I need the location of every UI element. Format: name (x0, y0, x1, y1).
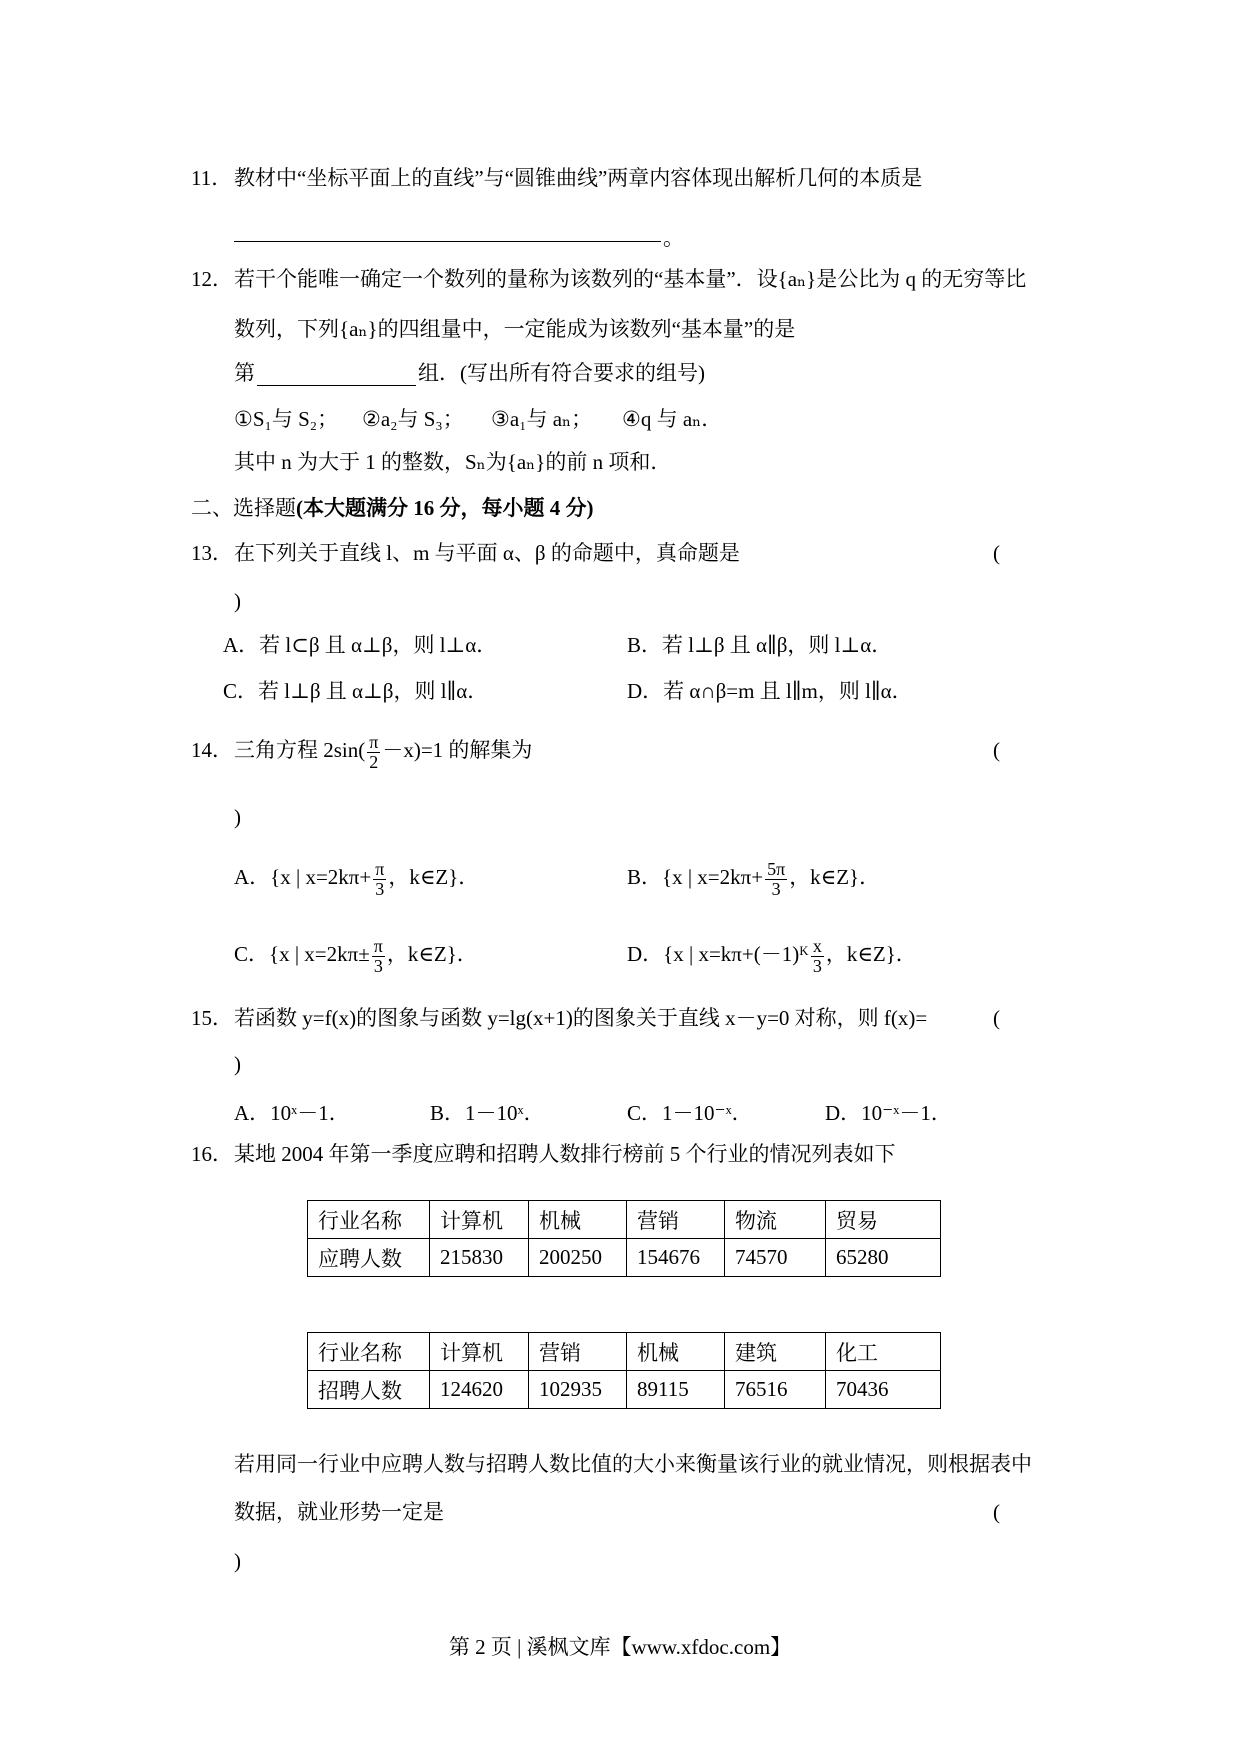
q14-option-a-post: ，k∈Z}． (388, 865, 480, 889)
q16-followup-line1: 若用同一行业中应聘人数与招聘人数比值的大小来衡量该行业的就业情况，则根据表中 (234, 1452, 1032, 1476)
q14-stem-post: －x)=1 的解集为 (382, 738, 533, 762)
q14-option-b-post: ，k∈Z}． (789, 865, 881, 889)
q12-line1: 若干个能唯一确定一个数列的量称为该数列的“基本量”．设{aₙ}是公比为 q 的无穷等比 (234, 267, 1027, 291)
table-header-cell: 机械 (529, 1201, 627, 1239)
q14-option-d (627, 932, 917, 976)
q13-option-c: C．若 l⊥β 且 α⊥β，则 l∥α． (223, 679, 489, 703)
table-header-cell: 营销 (627, 1201, 725, 1239)
q11-blank-end: 。 (663, 226, 684, 250)
q14-option-a (234, 855, 479, 899)
q14-option-a-denominator: 3 (375, 878, 385, 899)
table-header-cell: 化工 (826, 1333, 941, 1371)
q14-option-a-pre: A．{x | x=2kπ+ (234, 865, 372, 889)
table-cell: 招聘人数 (308, 1371, 430, 1409)
table-cell: 74570 (725, 1239, 826, 1277)
q14-paren-open: ( (993, 738, 1000, 762)
section2-subtitle: (本大题满分 16 分，每小题 4 分) (296, 496, 594, 520)
q12-line3-before: 第 (234, 361, 255, 385)
q13-stem: 在下列关于直线 l、m 与平面 α、β 的命题中，真命题是 (234, 541, 740, 565)
q14-option-d-numerator: x (812, 935, 822, 956)
table-header-cell: 贸易 (826, 1201, 941, 1239)
q12-line2: 数列，下列{aₙ}的四组量中，一定能成为该数列“基本量”的是 (234, 317, 796, 341)
q13-option-d: D．若 α∩β=m 且 l∥m，则 l∥α． (627, 679, 913, 703)
table-header-cell: 物流 (725, 1201, 826, 1239)
q16-paren-open: ( (993, 1500, 1000, 1524)
table-header-cell: 建筑 (725, 1333, 826, 1371)
table-cell: 124620 (430, 1371, 529, 1409)
q14-option-b-fraction (765, 860, 787, 899)
q16-paren-close: ) (234, 1549, 241, 1573)
q12-option-4: ④q 与 aₙ． (622, 407, 723, 431)
q12-line3-after: 组．(写出所有符合要求的组号) (418, 361, 705, 385)
q14-option-a-numerator: π (375, 858, 385, 879)
table-header-cell: 计算机 (430, 1201, 529, 1239)
table-cell: 89115 (627, 1371, 725, 1409)
q12-option-1: ①S₁与 S₂； (234, 407, 339, 431)
q15-option-b: B．1－10ˣ． (430, 1101, 545, 1125)
page-footer: 第 2 页 | 溪枫文库【www.xfdoc.com】 (448, 1635, 792, 1659)
q14-option-c-denominator: 3 (373, 955, 383, 976)
table-row (308, 1371, 941, 1409)
q12-note: 其中 n 为大于 1 的整数，Sₙ为{aₙ}的前 n 项和． (234, 450, 672, 474)
q15-paren-close: ) (234, 1052, 241, 1076)
table-cell: 215830 (430, 1239, 529, 1277)
q11-number: 11． (191, 166, 233, 190)
table-header-cell: 计算机 (430, 1333, 529, 1371)
q14-stem-numerator: π (369, 731, 379, 752)
table-row (308, 1239, 941, 1277)
q12-option-2: ②a₂与 S₃； (362, 407, 464, 431)
q14-stem (234, 728, 532, 772)
table-cell: 76516 (725, 1371, 826, 1409)
q14-option-b-pre: B．{x | x=2kπ+ (627, 865, 764, 889)
q15-option-d: D．10⁻ˣ－1． (825, 1101, 952, 1125)
q14-option-c-post: ，k∈Z}． (386, 942, 478, 966)
q16-table-openings (307, 1332, 941, 1409)
q13-paren-open: ( (993, 541, 1000, 565)
q14-option-b-numerator: 5π (767, 858, 786, 879)
table-cell: 102935 (529, 1371, 627, 1409)
q14-option-c-numerator: π (373, 935, 383, 956)
q16-table-applicants (307, 1200, 941, 1277)
q12-option-3: ③a₁与 aₙ； (491, 407, 593, 431)
q15-paren-open: ( (993, 1006, 1000, 1030)
q15-number: 15． (191, 1006, 233, 1030)
q14-stem-fraction (367, 733, 380, 772)
q14-option-c-fraction (372, 937, 385, 976)
table-header-cell: 行业名称 (308, 1201, 430, 1239)
table-row (308, 1201, 941, 1239)
section2-heading (191, 493, 594, 523)
q16-followup-line2: 数据，就业形势一定是 (234, 1500, 444, 1524)
q13-paren-close: ) (234, 589, 241, 613)
q14-paren-close: ) (234, 805, 241, 829)
q14-option-c (234, 932, 478, 976)
q12-answer-blank (257, 385, 416, 386)
q15-stem: 若函数 y=f(x)的图象与函数 y=lg(x+1)的图象关于直线 x－y=0 对称，则 f(x)= (234, 1006, 928, 1030)
q14-option-c-pre: C．{x | x=2kπ± (234, 942, 370, 966)
table-cell: 65280 (826, 1239, 941, 1277)
q16-number: 16． (191, 1142, 233, 1166)
q14-option-d-pre: D．{x | x=kπ+(－1)ᴷ (627, 942, 809, 966)
q13-option-a: A．若 l⊂β 且 α⊥β，则 l⊥α． (223, 633, 498, 657)
q14-option-b (627, 855, 880, 899)
q13-option-b: B．若 l⊥β 且 α∥β，则 l⊥α． (627, 633, 893, 657)
q14-option-d-post: ，k∈Z}． (825, 942, 917, 966)
table-cell: 70436 (826, 1371, 941, 1409)
table-cell: 200250 (529, 1239, 627, 1277)
q15-option-a: A．10ˣ－1． (234, 1101, 350, 1125)
q14-stem-pre: 三角方程 2sin( (234, 738, 366, 762)
q15-option-c: C．1－10⁻ˣ． (627, 1101, 753, 1125)
q14-option-b-denominator: 3 (771, 878, 781, 899)
table-header-cell: 行业名称 (308, 1333, 430, 1371)
table-header-cell: 营销 (529, 1333, 627, 1371)
q14-number: 14． (191, 738, 233, 762)
table-cell: 154676 (627, 1239, 725, 1277)
table-cell: 应聘人数 (308, 1239, 430, 1277)
section2-title: 二、选择题 (191, 496, 296, 520)
q12-number: 12． (191, 267, 233, 291)
q14-option-a-fraction (373, 860, 386, 899)
q13-number: 13． (191, 541, 233, 565)
q16-stem: 某地 2004 年第一季度应聘和招聘人数排行榜前 5 个行业的情况列表如下 (234, 1142, 896, 1166)
q11-answer-blank (234, 241, 661, 242)
q11-text: 教材中“坐标平面上的直线”与“圆锥曲线”两章内容体现出解析几何的本质是 (234, 166, 923, 190)
q14-option-d-denominator: 3 (812, 955, 822, 976)
table-row (308, 1333, 941, 1371)
q14-option-d-fraction (811, 937, 824, 976)
q14-stem-denominator: 2 (369, 751, 379, 772)
table-header-cell: 机械 (627, 1333, 725, 1371)
